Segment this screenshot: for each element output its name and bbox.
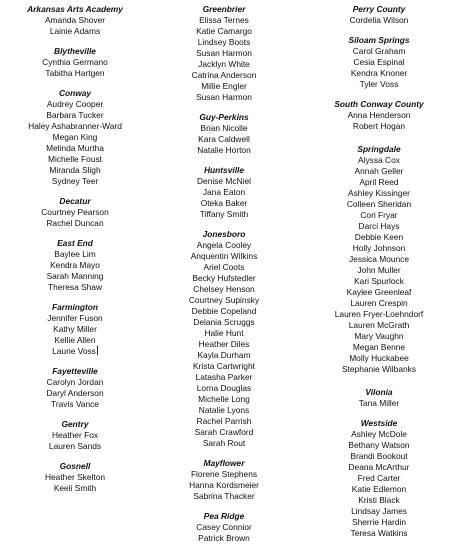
participant-name (304, 484, 454, 495)
participant-name (304, 528, 454, 539)
participant-name-text: Annah Geller (354, 166, 404, 176)
participant-name (0, 176, 150, 187)
participant-name (0, 165, 150, 176)
participant-name (150, 37, 298, 48)
participant-name-text: Lauren Crespin (350, 298, 408, 308)
participant-name (150, 405, 298, 416)
participant-name (150, 134, 298, 145)
participant-name (150, 372, 298, 383)
participant-name-text: Denise McNiel (197, 176, 251, 186)
participant-name (0, 207, 150, 218)
participant-name-text: Heather Fox (51, 430, 99, 440)
participant-name (0, 472, 150, 483)
participant-name (304, 68, 454, 79)
school-title: Fayetteville (52, 366, 98, 376)
participant-name-text: Rachel Parrish (196, 416, 252, 426)
group-spacer (0, 37, 150, 46)
participant-name (150, 145, 298, 156)
school-group-springdale (304, 144, 454, 375)
participant-name (150, 262, 298, 273)
participant-name-text: Amanda Shover (44, 15, 106, 25)
participant-name-text: Brandi Bookout (350, 451, 408, 461)
school-title: Siloam Springs (348, 35, 410, 45)
school-group-jonesboro (150, 229, 298, 449)
school-group-mayflower (150, 458, 298, 502)
participant-name (0, 335, 150, 346)
participant-name (150, 92, 298, 103)
school-group-gentry (0, 419, 150, 452)
participant-name (304, 342, 454, 353)
participant-name (150, 522, 298, 533)
participant-name (304, 121, 454, 132)
participant-name (0, 154, 150, 165)
school-title: Gentry (61, 419, 89, 429)
school-group-farmington (0, 302, 150, 357)
school-title: Decatur (59, 196, 91, 206)
participant-name (304, 265, 454, 276)
school-title: Vilonia (365, 387, 393, 397)
participant-name-text: Latasha Parker (195, 372, 253, 382)
participant-name-text: John Muller (357, 265, 401, 275)
participant-name-text: Chelsey Henson (193, 284, 255, 294)
participant-name (0, 249, 150, 260)
participant-name-text: Daryl Anderson (46, 388, 104, 398)
group-spacer (304, 409, 454, 418)
participant-name (304, 353, 454, 364)
participant-name-text: Brian Nicolle (200, 123, 248, 133)
participant-name-text: Delania Scruggs (193, 317, 255, 327)
participant-name-text: April Reed (359, 177, 399, 187)
participant-name (150, 491, 298, 502)
participant-name-text: Megan Benne (352, 342, 406, 352)
participant-name (150, 295, 298, 306)
participant-name-text: Rachel Duncan (46, 218, 104, 228)
participant-name (150, 306, 298, 317)
participant-name (304, 254, 454, 265)
participant-name-text: Casey Connior (196, 522, 252, 532)
school-group-huntsville (150, 165, 298, 220)
participant-name-text: Courtney Supinsky (188, 295, 260, 305)
participant-name-text: Lindsey Boots (197, 37, 251, 47)
participant-name-text: Anquentin Wilkins (190, 251, 258, 261)
participant-name (150, 273, 298, 284)
participant-name (304, 287, 454, 298)
participant-name (150, 198, 298, 209)
participant-name (304, 398, 454, 409)
participant-name-text: Lorna Douglas (196, 383, 252, 393)
school-group-vilonia (304, 387, 454, 409)
participant-name (150, 361, 298, 372)
participant-name-text: Theresa Shaw (48, 282, 102, 292)
participant-name-text: Holly Johnson (352, 243, 406, 253)
school-group-south-conway-county (304, 99, 454, 132)
participant-name (304, 79, 454, 90)
participant-name-text: Sarah Crawford (194, 427, 254, 437)
participant-name (150, 48, 298, 59)
participant-name (150, 350, 298, 361)
participant-name-text: Bethany Watson (348, 440, 410, 450)
school-title: Arkansas Arts Academy (27, 4, 123, 14)
participant-name (304, 451, 454, 462)
participant-name-text: Jennifer Fuson (47, 313, 103, 323)
group-spacer (0, 187, 150, 196)
participant-name (0, 260, 150, 271)
column-middle (150, 4, 298, 544)
participant-name-text: Sydney Teer (51, 176, 99, 186)
participant-name-text: Melinda Murtha (46, 143, 104, 153)
participant-name-text: Kendra Knoner (350, 68, 408, 78)
school-group-pea-ridge (150, 511, 298, 544)
participant-name (304, 155, 454, 166)
participant-name (0, 388, 150, 399)
participant-name-text: Kristi Black (358, 495, 400, 505)
participant-name-text: Carol Graham (352, 46, 406, 56)
participant-name-text: Lauren Sands (48, 441, 102, 451)
participant-name-text: Jessica Mounce (348, 254, 410, 264)
participant-name (150, 209, 298, 220)
participant-name-text: Miranda Sligh (49, 165, 101, 175)
participant-name (304, 320, 454, 331)
school-title: Pea Ridge (203, 511, 245, 521)
group-spacer (150, 156, 298, 165)
participant-name-text: Lainie Adams (49, 26, 101, 36)
school-group-guy-perkins (150, 112, 298, 156)
participant-name (150, 240, 298, 251)
participant-name (0, 313, 150, 324)
participant-name-text: Debbie Keen (354, 232, 404, 242)
participant-name-text: Sherrie Hardin (352, 517, 406, 527)
participant-name-text: Baylee Lim (54, 249, 96, 259)
participant-name-text: Travis Vance (51, 399, 99, 409)
school-title: South Conway County (334, 99, 424, 109)
school-group-greenbrier (150, 4, 298, 103)
text-cursor (97, 346, 98, 355)
participant-name-text: Millie Engler (201, 81, 247, 91)
participant-name-text: Keeli Smith (53, 483, 97, 493)
school-group-fayetteville (0, 366, 150, 410)
participant-name (0, 377, 150, 388)
participant-name (304, 57, 454, 68)
participant-name (304, 440, 454, 451)
participant-name-text: Kayla Durham (197, 350, 251, 360)
participant-name (304, 177, 454, 188)
participant-name (0, 324, 150, 335)
participant-name-text: Molly Huckabee (349, 353, 409, 363)
participant-name (304, 462, 454, 473)
participant-name (150, 81, 298, 92)
participant-name (304, 232, 454, 243)
school-title: Guy-Perkins (199, 112, 249, 122)
participant-name (150, 317, 298, 328)
participant-name-text: Alyssa Cox (358, 155, 400, 165)
participant-name-text: Hanna Kordsmeier (189, 480, 259, 490)
participant-name (304, 221, 454, 232)
participant-name (304, 15, 454, 26)
participant-name-text: Catrina Anderson (191, 70, 257, 80)
participant-name (150, 70, 298, 81)
group-spacer (0, 410, 150, 419)
group-spacer (0, 79, 150, 88)
participant-name-text: Lindsay James (351, 506, 407, 516)
participant-name-text: Kaylee Greenleaf (346, 287, 412, 297)
participant-name (150, 59, 298, 70)
participant-name (304, 110, 454, 121)
participant-name-text: Haley Ashabranner-Ward (28, 121, 122, 131)
participant-name-text: Angela Cooley (196, 240, 252, 250)
participant-name (0, 26, 150, 37)
group-spacer (304, 26, 454, 35)
group-spacer (150, 220, 298, 229)
participant-name (304, 517, 454, 528)
group-spacer (304, 90, 454, 99)
participant-name (150, 438, 298, 449)
participant-name (150, 123, 298, 134)
participant-name (0, 441, 150, 452)
school-group-decatur (0, 196, 150, 229)
participant-name (304, 276, 454, 287)
participant-name-text: Kara Caldwell (198, 134, 250, 144)
participant-name-text: Anna Henderson (347, 110, 411, 120)
group-spacer (304, 132, 454, 144)
participant-name-text: Megan King (52, 132, 98, 142)
school-title: Conway (58, 88, 92, 98)
participant-name-text: Colleen Sheridan (346, 199, 412, 209)
participant-name (150, 339, 298, 350)
group-spacer (0, 293, 150, 302)
participant-name-text: Cori Fryar (360, 210, 398, 220)
participant-name-text: Krista Cartwright (193, 361, 255, 371)
group-spacer (150, 103, 298, 112)
school-title: Blytheville (54, 46, 96, 56)
participant-name (150, 26, 298, 37)
participant-name (304, 506, 454, 517)
participant-name (304, 199, 454, 210)
participant-name (0, 121, 150, 132)
participant-name-text: Deana McArthur (348, 462, 410, 472)
participant-name (304, 364, 454, 375)
school-group-perry-county (304, 4, 454, 26)
participant-name-text: Kellie Allen (54, 335, 96, 345)
participant-name (150, 15, 298, 26)
participant-name (150, 328, 298, 339)
school-title: Springdale (357, 144, 401, 154)
participant-name (150, 284, 298, 295)
participant-name (304, 473, 454, 484)
participant-name-text: Katie Edlemon (351, 484, 407, 494)
participant-name (0, 218, 150, 229)
group-spacer (0, 357, 150, 366)
participant-name-text: Lauren McGrath (348, 320, 410, 330)
participant-name (0, 282, 150, 293)
school-title: Huntsville (203, 165, 245, 175)
participant-name-text: Tana Miller (358, 398, 400, 408)
participant-name-text: Laurie Voss (52, 346, 96, 356)
participant-name-text: Ariel Coots (203, 262, 245, 272)
participant-name-text: Oteka Baker (200, 198, 248, 208)
participant-name (150, 176, 298, 187)
participant-name (150, 383, 298, 394)
participant-name-text: Cynthia Germano (42, 57, 108, 67)
participant-name-text: Tiffany Smith (199, 209, 249, 219)
participant-name-text: Kendra Mayo (50, 260, 100, 270)
participant-name (0, 99, 150, 110)
participant-name-text: Jacklyn White (198, 59, 250, 69)
participant-name-text: Natalie Lyons (198, 405, 250, 415)
participant-name (0, 271, 150, 282)
participant-name-text: Fred Carter (357, 473, 401, 483)
participant-name-text: Florene Stephens (190, 469, 258, 479)
participant-name (304, 298, 454, 309)
participant-name (150, 469, 298, 480)
school-group-arkansas-arts-academy (0, 4, 150, 37)
participant-name-text: Ashley McDole (351, 429, 407, 439)
participant-name-text: Becky Hufstedler (192, 273, 256, 283)
participant-name-text: Audrey Cooper (46, 99, 104, 109)
school-group-gosnell (0, 461, 150, 494)
participant-name-text: Susan Harmon (196, 48, 252, 58)
participant-name-text: Susan Harmon (196, 92, 252, 102)
participant-name (150, 427, 298, 438)
participant-name-text: Elissa Ternes (199, 15, 249, 25)
participant-name-text: Michelle Long (198, 394, 250, 404)
participant-name-text: Kathy Miller (53, 324, 97, 334)
participant-name (150, 533, 298, 544)
participant-name-text: Tyler Voss (359, 79, 399, 89)
participant-name-text: Heather Diles (198, 339, 250, 349)
participant-name-text: Halie Hunt (204, 328, 244, 338)
school-title: Mayflower (203, 458, 245, 468)
group-spacer (150, 502, 298, 511)
participant-name (150, 251, 298, 262)
school-title: Jonesboro (202, 229, 246, 239)
school-title: East End (57, 238, 93, 248)
participant-name-text: Michelle Foust (48, 154, 102, 164)
participant-name-text: Lauren Fryer-Loehndorf (334, 309, 424, 319)
participant-name-text: Heather Skelton (44, 472, 106, 482)
participant-name-text: Courtney Pearson (41, 207, 109, 217)
participant-name-text: Robert Hogan (352, 121, 406, 131)
participant-name (0, 15, 150, 26)
participant-name-text: Natalie Horton (197, 145, 251, 155)
participant-name (0, 430, 150, 441)
participant-name (304, 243, 454, 254)
participant-name (304, 188, 454, 199)
column-left (0, 4, 150, 494)
column-right (304, 4, 454, 539)
participant-name (0, 68, 150, 79)
participant-name (150, 416, 298, 427)
participant-name-text: Mary Vaughn (354, 331, 404, 341)
participant-name-text: Sarah Manning (46, 271, 104, 281)
participant-name-text: Tabitha Hartgen (45, 68, 105, 78)
participant-name (304, 331, 454, 342)
school-title: Westside (360, 418, 398, 428)
participant-name (150, 480, 298, 491)
participant-name-text: Debbie Copeland (191, 306, 257, 316)
participant-name (0, 57, 150, 68)
participant-name (304, 46, 454, 57)
participant-name-text: Kari Spurlock (354, 276, 404, 286)
participant-name-text: Sarah Rout (202, 438, 246, 448)
participant-name-text: Teresa Watkins (350, 528, 408, 538)
participant-name (304, 210, 454, 221)
participant-name (150, 187, 298, 198)
school-group-conway (0, 88, 150, 187)
group-spacer (150, 449, 298, 458)
participant-name (0, 132, 150, 143)
participant-name (304, 495, 454, 506)
participant-name-text: Katie Camargo (196, 26, 252, 36)
participant-name (304, 166, 454, 177)
participant-name (0, 110, 150, 121)
school-group-east-end (0, 238, 150, 293)
participant-name-text: Stephanie Wilbanks (341, 364, 417, 374)
group-spacer (0, 452, 150, 461)
participant-name-text: Barbara Tucker (46, 110, 104, 120)
school-title: Farmington (51, 302, 99, 312)
school-title: Greenbrier (202, 4, 246, 14)
participant-name-text: Ashley Kissinger (348, 188, 410, 198)
school-group-siloam-springs (304, 35, 454, 90)
participant-name (304, 429, 454, 440)
school-title: Perry County (352, 4, 406, 14)
participant-name (0, 399, 150, 410)
participant-name-text: Patrick Brown (198, 533, 250, 543)
participant-name-text: Cesia Espinal (353, 57, 405, 67)
group-spacer (0, 229, 150, 238)
school-title: Gosnell (59, 461, 91, 471)
school-group-westside (304, 418, 454, 539)
participant-name-text: Darci Hays (358, 221, 400, 231)
participant-name (304, 309, 454, 320)
participant-name (0, 346, 150, 357)
group-spacer (304, 375, 454, 387)
participant-name (0, 143, 150, 154)
participant-name-text: Sabrina Thacker (193, 491, 255, 501)
participant-name-text: Cordelia Wilson (349, 15, 409, 25)
participant-name (0, 483, 150, 494)
participant-name (150, 394, 298, 405)
school-group-blytheville (0, 46, 150, 79)
participant-name-text: Jana Eaton (202, 187, 246, 197)
participant-name-text: Carolyn Jordan (46, 377, 104, 387)
